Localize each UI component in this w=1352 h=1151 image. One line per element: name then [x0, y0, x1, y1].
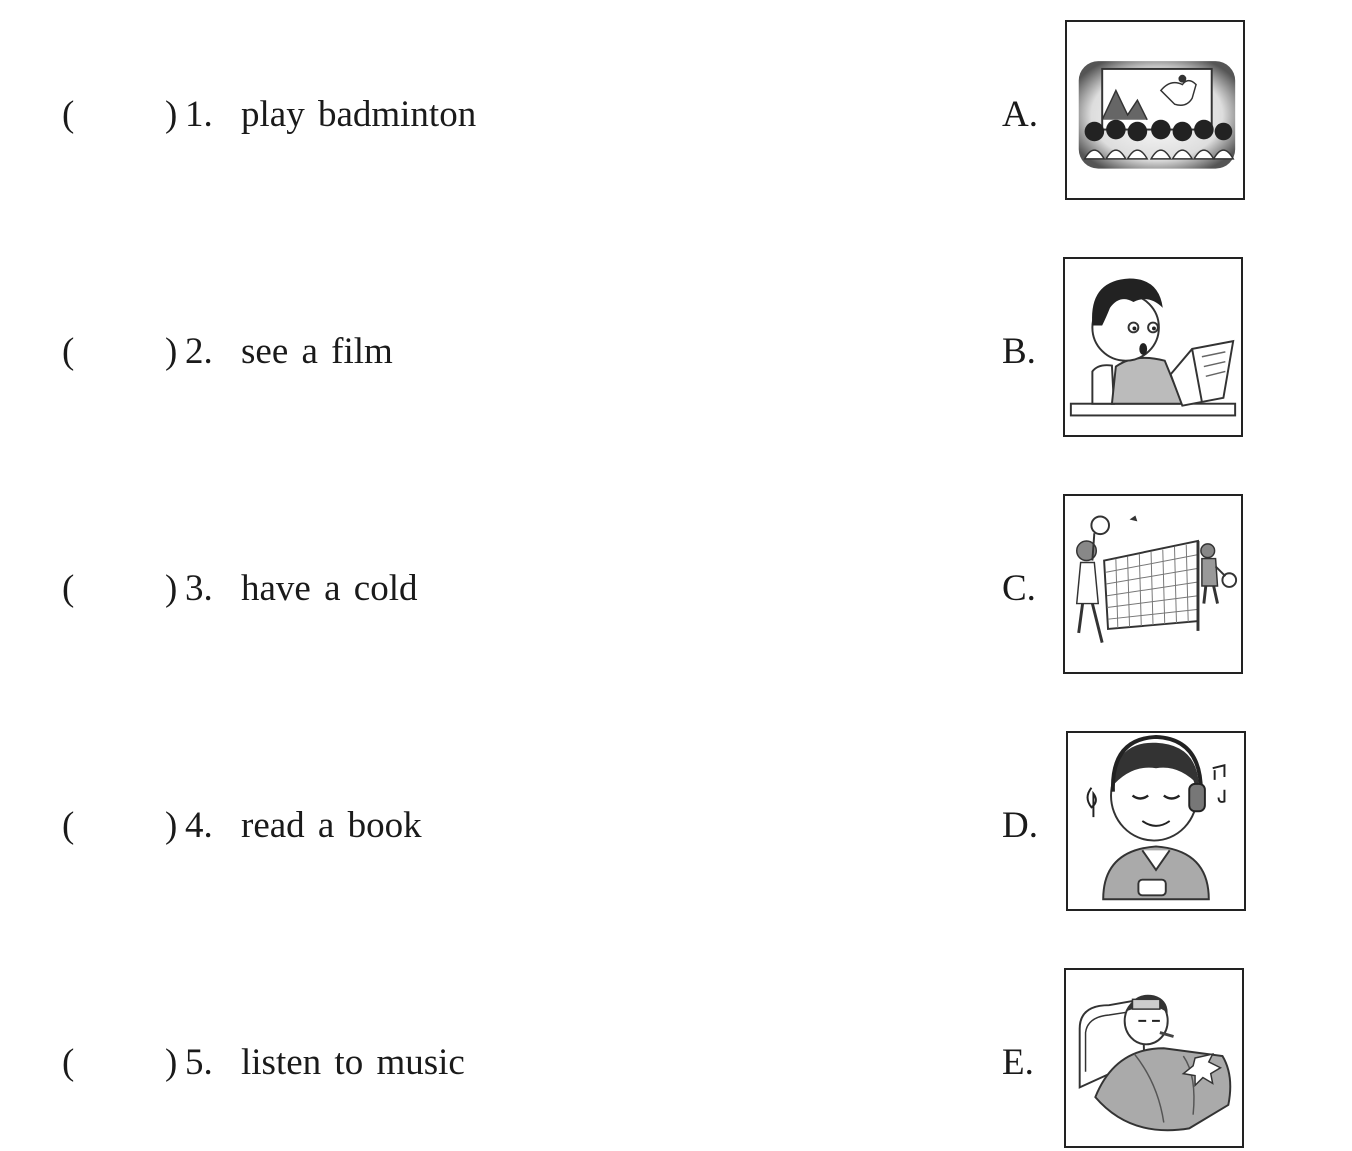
- question-phrase: play badminton: [241, 94, 477, 135]
- answer-paren-open: (: [62, 94, 75, 135]
- exercise-row-3: [0, 494, 1352, 676]
- badminton-players-icon: [1063, 494, 1243, 674]
- question-number: 1.: [185, 94, 213, 135]
- answer-paren-open: (: [62, 331, 75, 372]
- option-letter: C.: [1002, 568, 1036, 609]
- question-phrase: listen to music: [241, 1042, 465, 1083]
- question-number: 5.: [185, 1042, 213, 1083]
- boy-headphones-music-icon: [1066, 731, 1246, 911]
- exercise-row-5: [0, 968, 1352, 1150]
- question-number: 3.: [185, 568, 213, 609]
- exercise-row-4: [0, 731, 1352, 913]
- option-letter: B.: [1002, 331, 1036, 372]
- answer-paren-open: (: [62, 1042, 75, 1083]
- answer-paren-close: ): [165, 568, 178, 609]
- answer-paren-open: (: [62, 568, 75, 609]
- answer-paren-close: ): [165, 805, 178, 846]
- question-phrase: read a book: [241, 805, 422, 846]
- question-phrase: have a cold: [241, 568, 418, 609]
- option-letter: D.: [1002, 805, 1038, 846]
- boy-reading-book-icon: [1063, 257, 1243, 437]
- exercise-row-2: [0, 257, 1352, 439]
- cinema-audience-icon: [1065, 20, 1245, 200]
- question-phrase: see a film: [241, 331, 393, 372]
- answer-paren-close: ): [165, 1042, 178, 1083]
- answer-paren-close: ): [165, 94, 178, 135]
- sick-boy-in-bed-icon: [1064, 968, 1244, 1148]
- option-letter: E.: [1002, 1042, 1034, 1083]
- option-letter: A.: [1002, 94, 1038, 135]
- answer-paren-close: ): [165, 331, 178, 372]
- exercise-row-1: [0, 20, 1352, 202]
- question-number: 2.: [185, 331, 213, 372]
- question-number: 4.: [185, 805, 213, 846]
- answer-paren-open: (: [62, 805, 75, 846]
